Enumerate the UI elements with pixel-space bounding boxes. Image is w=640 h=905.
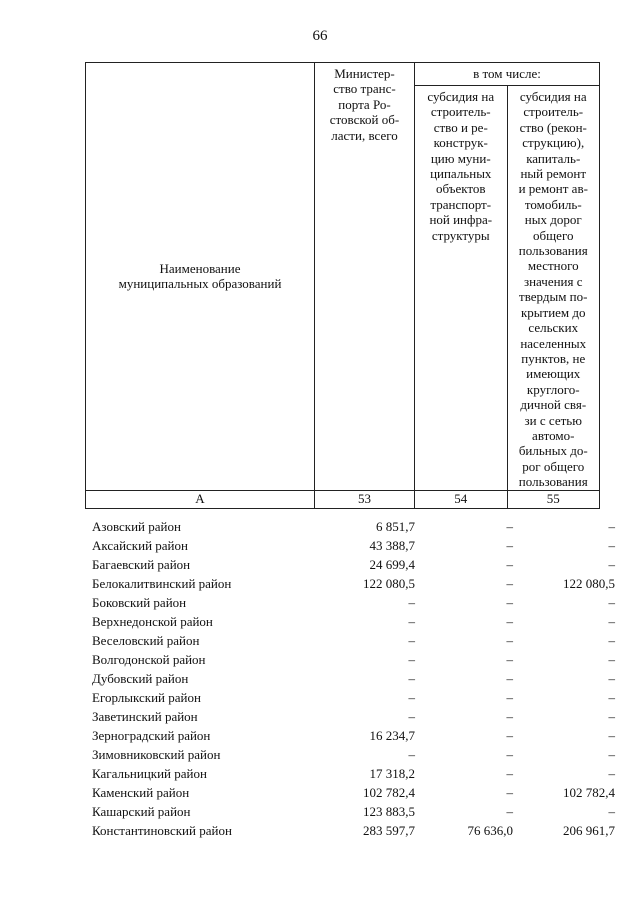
value-col-53: 102 782,4 bbox=[363, 785, 415, 800]
value-col-54: – bbox=[506, 747, 513, 762]
value-col-53: – bbox=[408, 690, 415, 705]
municipality-name: Зерноградский район bbox=[92, 728, 211, 743]
header-municipality-label: Наименование муниципальных образований bbox=[118, 260, 282, 292]
index-cell-a: А bbox=[86, 490, 315, 508]
table-header bbox=[85, 62, 600, 509]
value-col-54: – bbox=[506, 614, 513, 629]
value-col-53: – bbox=[408, 652, 415, 667]
table-row bbox=[85, 783, 621, 802]
value-col-55: – bbox=[608, 557, 615, 572]
value-col-55: – bbox=[608, 690, 615, 705]
municipality-name: Егорлыкский район bbox=[92, 690, 201, 705]
municipality-name: Каменский район bbox=[92, 785, 190, 800]
value-col-55: – bbox=[608, 766, 615, 781]
value-col-54: 76 636,0 bbox=[467, 823, 513, 838]
value-col-55: – bbox=[608, 595, 615, 610]
table-row bbox=[85, 802, 621, 821]
table-row bbox=[85, 574, 621, 593]
table-row bbox=[85, 612, 621, 631]
value-col-55: – bbox=[608, 633, 615, 648]
value-col-55: – bbox=[608, 709, 615, 724]
municipality-name: Кашарский район bbox=[92, 804, 191, 819]
value-col-55: 122 080,5 bbox=[563, 576, 615, 591]
value-col-53: – bbox=[408, 614, 415, 629]
header-municipality bbox=[86, 63, 315, 491]
header-including: в том числе: bbox=[415, 63, 600, 86]
municipality-name: Аксайский район bbox=[92, 538, 188, 553]
value-col-54: – bbox=[506, 728, 513, 743]
value-col-55: 206 961,7 bbox=[563, 823, 615, 838]
value-col-54: – bbox=[506, 709, 513, 724]
page-number: 66 bbox=[312, 28, 328, 44]
table-row bbox=[85, 707, 621, 726]
index-cell-54: 54 bbox=[415, 490, 508, 508]
value-col-53: – bbox=[408, 633, 415, 648]
value-col-53: 6 851,7 bbox=[376, 519, 415, 534]
table-row bbox=[85, 536, 621, 555]
table-row bbox=[85, 631, 621, 650]
value-col-54: – bbox=[506, 557, 513, 572]
value-col-54: – bbox=[506, 785, 513, 800]
value-col-55: – bbox=[608, 538, 615, 553]
municipality-name: Дубовский район bbox=[92, 671, 189, 686]
value-col-53: 122 080,5 bbox=[363, 576, 415, 591]
value-col-53: 24 699,4 bbox=[369, 557, 415, 572]
header-col-55-label: субсидия на строитель- ство (рекон- струкцию), капиталь- ный ремонт и ремонт ав- томобиль- ных дорог общего пользования местного значения с твердым по- крытием до сельских населенных пунктов, не имеющих круглого- дичной свя- зи с сетью автомо- бильных до- рог общего пользования bbox=[518, 89, 588, 490]
value-col-54: – bbox=[506, 690, 513, 705]
municipality-name: Боковский район bbox=[92, 595, 187, 610]
municipality-name: Кагальницкий район bbox=[92, 766, 207, 781]
value-col-54: – bbox=[506, 652, 513, 667]
index-cell-53: 53 bbox=[315, 490, 415, 508]
municipality-name: Зимовниковский район bbox=[92, 747, 221, 762]
value-col-53: 16 234,7 bbox=[369, 728, 415, 743]
value-col-53: – bbox=[408, 671, 415, 686]
municipality-name: Заветинский район bbox=[92, 709, 198, 724]
table-row bbox=[85, 821, 621, 840]
value-col-54: – bbox=[506, 804, 513, 819]
value-col-53: 123 883,5 bbox=[363, 804, 415, 819]
header-col-53 bbox=[315, 63, 415, 491]
value-col-54: – bbox=[506, 519, 513, 534]
value-col-55: 102 782,4 bbox=[563, 785, 615, 800]
value-col-55: – bbox=[608, 728, 615, 743]
value-col-55: – bbox=[608, 747, 615, 762]
value-col-54: – bbox=[506, 538, 513, 553]
value-col-55: – bbox=[608, 671, 615, 686]
municipality-name: Белокалитвинский район bbox=[92, 576, 232, 591]
municipality-name: Азовский район bbox=[92, 519, 181, 534]
table-row bbox=[85, 593, 621, 612]
table-row bbox=[85, 555, 621, 574]
value-col-53: 17 318,2 bbox=[369, 766, 415, 781]
table-row bbox=[85, 650, 621, 669]
value-col-54: – bbox=[506, 766, 513, 781]
value-col-53: – bbox=[408, 595, 415, 610]
value-col-54: – bbox=[506, 576, 513, 591]
table-row bbox=[85, 688, 621, 707]
value-col-53: – bbox=[408, 709, 415, 724]
table-row bbox=[85, 745, 621, 764]
value-col-55: – bbox=[608, 519, 615, 534]
header-col-54-label: субсидия на строитель- ство и ре- конструк- цию муни- ципальных объектов транспорт- ной инфра- структуры bbox=[427, 89, 495, 243]
value-col-55: – bbox=[608, 614, 615, 629]
municipality-name: Верхнедонской район bbox=[92, 614, 213, 629]
value-col-54: – bbox=[506, 671, 513, 686]
value-col-54: – bbox=[506, 595, 513, 610]
table-body bbox=[85, 517, 621, 840]
value-col-53: – bbox=[408, 747, 415, 762]
index-cell-55: 55 bbox=[507, 490, 600, 508]
municipality-name: Веселовский район bbox=[92, 633, 200, 648]
value-col-54: – bbox=[506, 633, 513, 648]
value-col-55: – bbox=[608, 804, 615, 819]
value-col-55: – bbox=[608, 652, 615, 667]
header-col-55 bbox=[507, 86, 600, 491]
table-row bbox=[85, 726, 621, 745]
header-col-54 bbox=[415, 86, 508, 491]
municipality-name: Константиновский район bbox=[92, 823, 232, 838]
table-row bbox=[85, 764, 621, 783]
table-row bbox=[85, 517, 621, 536]
municipality-name: Багаевский район bbox=[92, 557, 191, 572]
value-col-53: 283 597,7 bbox=[363, 823, 415, 838]
table-row bbox=[85, 669, 621, 688]
value-col-53: 43 388,7 bbox=[369, 538, 415, 553]
header-col-53-label: Министер- ство транс- порта Ро- стовской об- ласти, всего bbox=[329, 66, 400, 143]
municipality-name: Волгодонской район bbox=[92, 652, 206, 667]
